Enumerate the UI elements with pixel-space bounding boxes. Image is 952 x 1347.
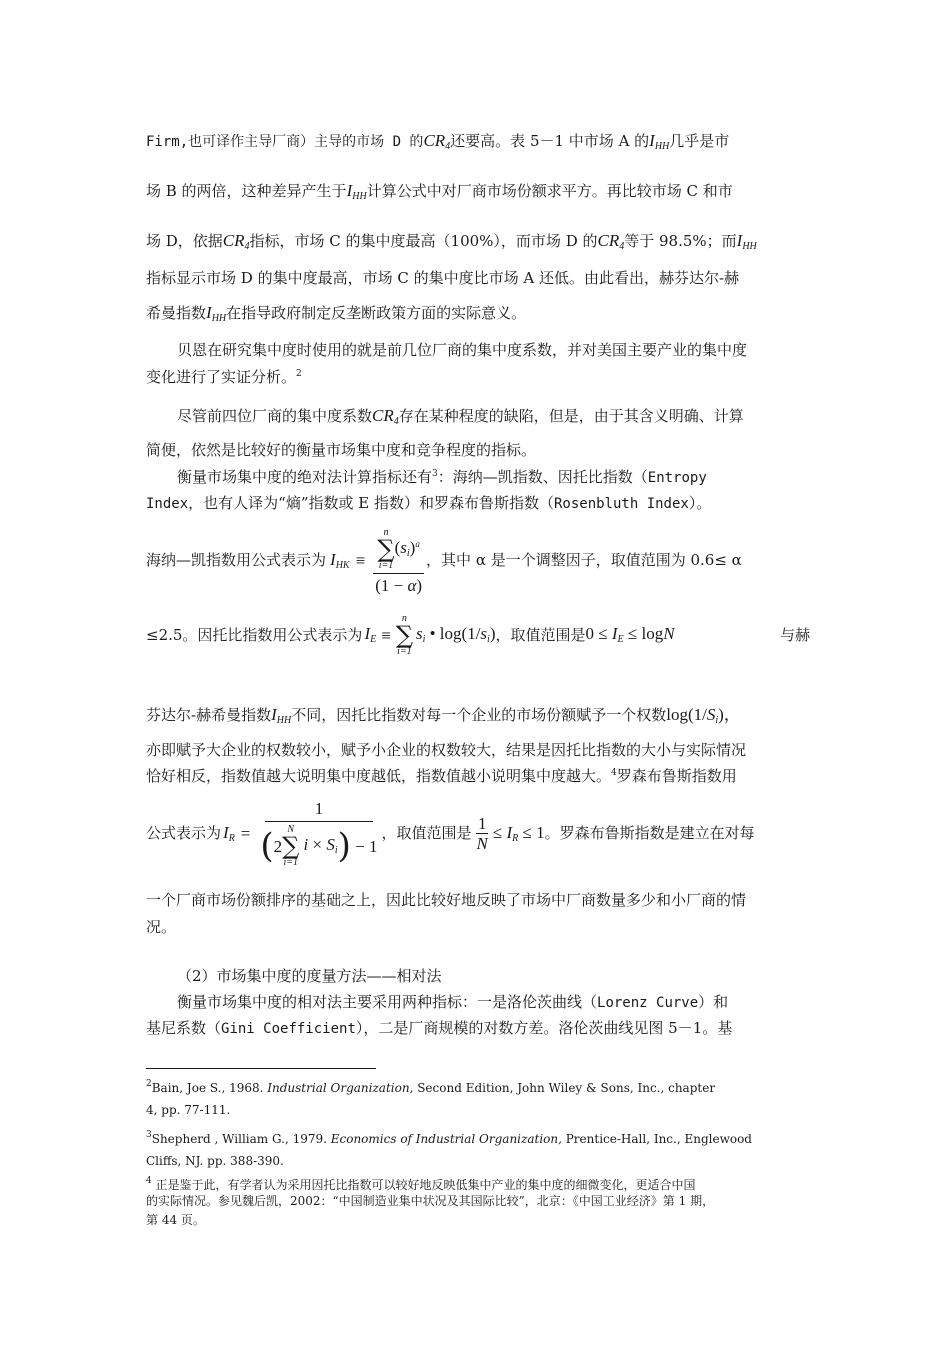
footnote-ref[interactable]: 4 (611, 768, 617, 778)
fraction: n ∑ i=1 $(s_i)^a$ (1 − α) (375, 527, 423, 595)
section-heading: （2）市场集中度的度量方法——相对法 (177, 967, 442, 985)
body-line: 希曼指数$I_{HH}$在指导政府制定反垄断政策方面的实际意义。 (146, 303, 527, 324)
summation-symbol: n ∑ i=1 (377, 527, 395, 571)
footnote-ref[interactable]: 2 (296, 369, 302, 379)
math-ihh: $I_{HH}$ (271, 705, 292, 726)
body-line: 场 D，依据$CR_4$指标，市场 C 的集中度最高（100%），而市场 D 的$CR_4$等于 98.5%；而$I_{HH}$ (146, 231, 757, 252)
math-ihk: $I_{HK}$ (330, 549, 350, 571)
math-ihh: $I_{HH}$ (346, 181, 367, 202)
body-line: 芬达尔-赫希曼指数$I_{HH}$不同，因托比指数对每一个企业的市场份额赋予一个权数$\log(1/S_i)$， (146, 705, 741, 726)
footnote-2-cont: 4, pp. 77-111. (146, 1103, 231, 1117)
summation-symbol: n ∑ i=1 (395, 613, 413, 657)
equation-hannah-kay: 海纳—凯指数用公式表示为 $I_{HK}$ ≡ n ∑ i=1 $(s_i)^a$ (1 − α) ，其中 α 是一个调整因子，取值范围为 0.6≤ α (146, 527, 742, 595)
body-line: 场 B 的两倍，这种差异产生于$I_{HH}$计算公式中对厂商市场份额求平方。再比较市场 C 和市 (146, 181, 733, 202)
math-log-weight: $\log(1/S_i)$， (666, 705, 741, 726)
math-ihh: $I_{HH}$ (736, 231, 757, 252)
math-ihh: $I_{HH}$ (649, 131, 670, 152)
math-ie: $I_E$ (364, 624, 377, 646)
math-cr4: $CR_4$ (597, 231, 625, 252)
math-cr4: $CR_4$ (372, 406, 399, 427)
footnote-4-cont: 的实际情况。参见魏后凯，2002：“中国制造业集中状况及其国际比较”，北京：《中国工业经济》第 1 期， (146, 1194, 715, 1208)
footnote-divider (146, 1068, 376, 1069)
math-ihh: $I_{HH}$ (206, 303, 227, 324)
body-line: 况。 (146, 918, 177, 936)
math-ir: $I_R$ (223, 822, 235, 844)
body-line: Index，也有人译为“熵”指数或 E 指数）和罗森布鲁斯指数（Rosenbluth Index）。 (146, 494, 712, 512)
equation-entropy: ≤2.5。因托比指数用公式表示为 $I_E$ ≡ n ∑ i=1 $s_i$ • $\log(1/s_i)$ ，取值范围是 $0 \le I_E \le \log N$ 与赫 (146, 613, 810, 657)
footnote-ref[interactable]: 3 (432, 469, 438, 479)
math-cr4: $CR_4$ (222, 231, 250, 252)
body-line: 指标显示市场 D 的集中度最高，市场 C 的集中度比市场 A 还低。由此看出，赫芬达尔-赫 (146, 269, 740, 287)
body-line: 恰好相反，指数值越大说明集中度越低，指数值越小说明集中度越大。$^4$罗森布鲁斯指数用 (146, 767, 737, 785)
body-line: 衡量市场集中度的绝对法计算指标还有$^3$：海纳—凯指数、因托比指数（Entropy (177, 468, 707, 486)
footnote-4-cont: 第 44 页。 (146, 1213, 205, 1227)
body-line: Firm,也可译作主导厂商）主导的市场 D 的$CR_4$还要高。表 5－1 中市场 A 的$I_{HH}$几乎是市 (146, 131, 730, 152)
body-line: 亦即赋予大企业的权数较小，赋予小企业的权数较大，结果是因托比指数的大小与实际情况 (146, 741, 747, 759)
footnote-2: $^2$Bain, Joe S., 1968. Industrial Organization, Second Edition, John Wiley & Sons, Inc., chapter (146, 1079, 716, 1095)
body-line: 衡量市场集中度的相对法主要采用两种指标：一是洛伦茨曲线（Lorenz Curve）和 (177, 993, 729, 1011)
equation-rosenbluth: 公式表示为 $I_R$ = 1 ( 2 N ∑ i=1 $i \times S_i$ ) − 1 ，取值范围是 $\frac{1}{N}$ ≤ $I_R \le 1$ 。罗森布鲁斯指数是建立在对每 (146, 799, 755, 868)
summation-symbol: N ∑ i=1 (282, 824, 300, 868)
body-line: 尽管前四位厂商的集中度系数$CR_4$存在某种程度的缺陷，但是，由于其含义明确、计算 (177, 406, 744, 427)
footnote-3-cont: Cliffs, NJ. pp. 388-390. (146, 1154, 284, 1168)
fraction: 1 ( 2 N ∑ i=1 $i \times S_i$ ) − 1 (260, 799, 378, 868)
body-line: 变化进行了实证分析。$^2$ (146, 368, 302, 386)
footnote-4: $^4$ 正是鉴于此，有学者认为采用因托比指数可以较好地反映低集中产业的集中度的细微变化，更适合中国 (146, 1176, 696, 1192)
body-line: 基尼系数（Gini Coefficient），二是厂商规模的对数方差。洛伦茨曲线见图 5－1。基 (146, 1019, 733, 1037)
math-cr4: $CR_4$ (423, 131, 451, 152)
body-line: 贝恩在研究集中度时使用的就是前几位厂商的集中度系数，并对美国主要产业的集中度 (177, 341, 748, 359)
body-line: 一个厂商市场份额排序的基础之上，因此比较好地反映了市场中厂商数量多少和小厂商的情 (146, 891, 747, 909)
body-line: 简便，依然是比较好的衡量市场集中度和竞争程度的指标。 (146, 441, 537, 459)
footnote-3: $^3$Shepherd , William G., 1979. Economics of Industrial Organization, Prentice-Hall, Inc., Englewood (146, 1130, 752, 1146)
